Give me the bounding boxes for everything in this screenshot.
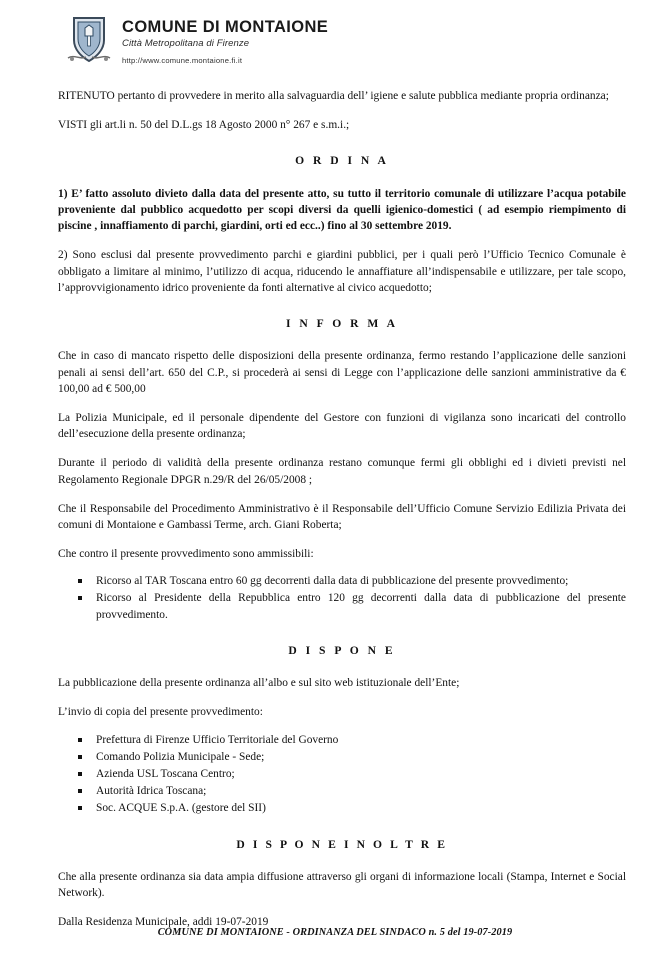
paragraph-ricorsi-intro: Che contro il presente provvedimento sono ammissibili: (58, 548, 314, 561)
paragraph-polizia: La Polizia Municipale, ed il personale dipendente del Gestore con funzioni di vigilanza sono incaricati del controllo dell’esecuzione della presente ordinanza; (58, 411, 626, 441)
paragraph-diffusione: Che alla presente ordinanza sia data ampia diffusione attraverso gli organi di informazione locali (Stampa, Internet e Social Network). (58, 871, 626, 900)
document-body (58, 88, 626, 931)
paragraph-sanzioni: Che in caso di mancato rispetto delle disposizioni della presente ordinanza, fermo restando l’applicazione delle sanzioni penali ai sensi dell’art. 650 del C.P., si procederà ai sensi di Legge con l’applicazione delle sanzioni amministrative da € 100,00 ad € 500,00 (58, 350, 626, 395)
paragraph-visti: VISTI gli art.li n. 50 del D.L.gs 18 Agosto 2000 n° 267 e s.m.i.; (58, 119, 350, 132)
coat-of-arms-icon (66, 14, 112, 66)
list-ricorsi (58, 573, 626, 623)
list-item: Comando Polizia Municipale - Sede; (76, 749, 626, 765)
document-footer: COMUNE DI MONTAIONE - ORDINANZA DEL SINDACO n. 5 del 19-07-2019 (157, 927, 513, 938)
paragraph-pubblicazione: La pubblicazione della presente ordinanza all’albo e sul sito web istituzionale dell’Ente; (58, 677, 460, 690)
header-text-block (122, 14, 328, 65)
heading-dispone-inoltre: D I S P O N E I N O L T R E (236, 837, 448, 851)
paragraph-invio-intro: L’invio di copia del presente provvedimento: (58, 706, 263, 719)
paragraph-item-1: 1) E’ fatto assoluto divieto dalla data del presente atto, su tutto il territorio comunale di utilizzare l’acqua potabile proveniente dal pubblico acquedotto per scopi diversi da quelli igienico-domestici ( ad esempio riempimento di piscine , innaffiamento di parchi, giardini, orti ed ecc..) fino al 30 settembre 2019. (58, 187, 626, 233)
list-item: Soc. ACQUE S.p.A. (gestore del SII) (76, 800, 626, 816)
document-header (58, 14, 626, 66)
paragraph-data-residenza: Dalla Residenza Municipale, addi 19-07-2019 (58, 916, 269, 929)
organization-subtitle: Città Metropolitana di Firenze (122, 38, 250, 50)
paragraph-validita: Durante il periodo di validità della presente ordinanza restano comunque fermi gli obblighi ed i divieti previsti nel Regolamento Regionale DPGR n.29/R del 26/05/2008 ; (58, 457, 626, 486)
organization-website: http://www.comune.montaione.fi.it (122, 56, 243, 66)
heading-dispone: D I S P O N E (288, 643, 396, 657)
paragraph-item-2: 2) Sono esclusi dal presente provvedimento parchi e giardini pubblici, per i quali però l’Ufficio Tecnico Comunale è obbligato a limitare al minimo, l’utilizzo di acqua, riducendo le annaffiature all’indispensabile e utilizzare, per tale scopo, l’approvvigionamento idrico proveniente da fonti alternative al civico acquedotto; (58, 249, 626, 294)
organization-name: COMUNE DI MONTAIONE (122, 18, 329, 36)
list-item: Ricorso al TAR Toscana entro 60 gg decorrenti dalla data di pubblicazione del presente provvedimento; (76, 573, 626, 589)
heading-informa: I N F O R M A (286, 316, 398, 330)
paragraph-responsabile: Che il Responsabile del Procedimento Amministrativo è il Responsabile dell’Ufficio Comune Servizio Edilizia Privata dei comuni di Montaione e Gambassi Terme, arch. Giani Roberta; (58, 502, 626, 531)
list-item: Autorità Idrica Toscana; (76, 783, 626, 799)
list-item: Ricorso al Presidente della Repubblica entro 120 gg decorrenti dalla data di pubblicazione del presente provvedimento. (76, 590, 626, 622)
list-item: Azienda USL Toscana Centro; (76, 766, 626, 782)
list-destinatari (58, 732, 626, 817)
list-item: Prefettura di Firenze Ufficio Territoriale del Governo (76, 732, 626, 748)
heading-ordina: O R D I N A (295, 154, 389, 168)
paragraph-ritenuto: RITENUTO pertanto di provvedere in merito alla salvaguardia dell’ igiene e salute pubblica mediante propria ordinanza; (58, 90, 609, 102)
